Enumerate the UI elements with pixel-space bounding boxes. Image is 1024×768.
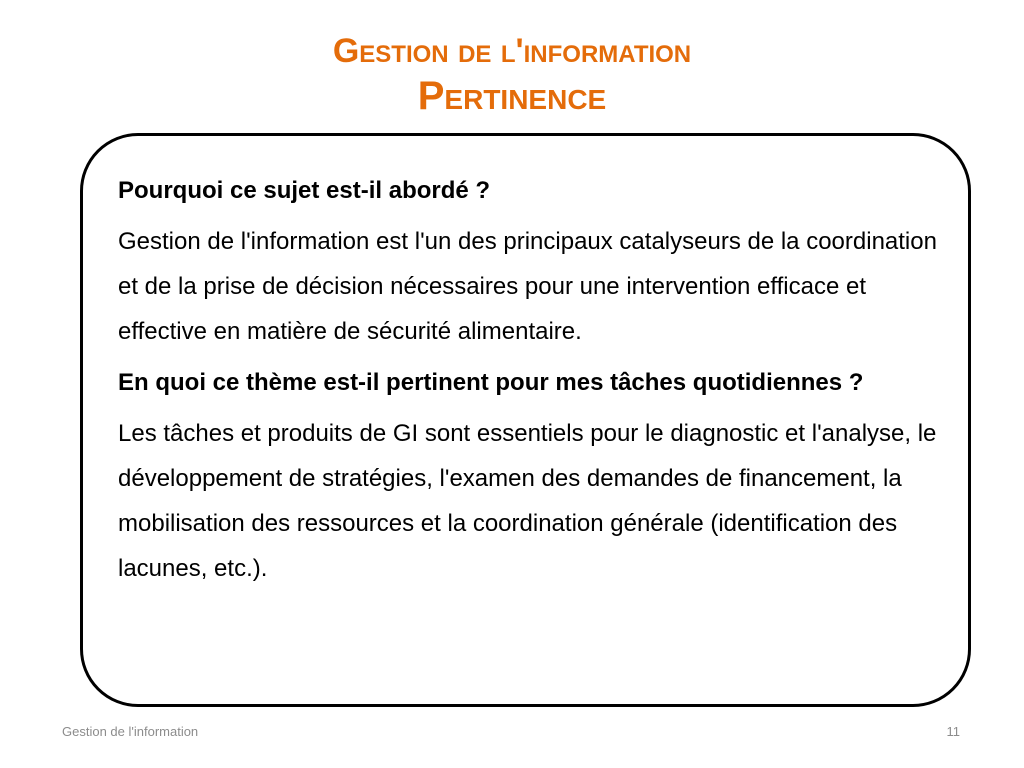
page-number: 11	[946, 724, 960, 739]
question-why: Pourquoi ce sujet est-il abordé ?	[118, 177, 491, 204]
content-body	[118, 173, 948, 591]
question-relevance: En quoi ce thème est-il pertinent pour mes tâches quotidiennes ?	[118, 369, 864, 396]
slide-subtitle: Pertinence	[417, 74, 607, 118]
footer-label: Gestion de l'information	[62, 724, 199, 739]
answer-relevance: Les tâches et produits de GI sont essentiels pour le diagnostic et l'analyse, le développement de stratégies, l'examen des demandes de financement, la mobilisation des ressources et la coordination générale (identification des lacunes, etc.).	[118, 420, 937, 582]
answer-why: Gestion de l'information est l'un des principaux catalyseurs de la coordination et de la prise de décision nécessaires pour une intervention efficace et effective en matière de sécurité alimentaire.	[118, 228, 937, 345]
slide-title: Gestion de l'information	[332, 32, 692, 70]
